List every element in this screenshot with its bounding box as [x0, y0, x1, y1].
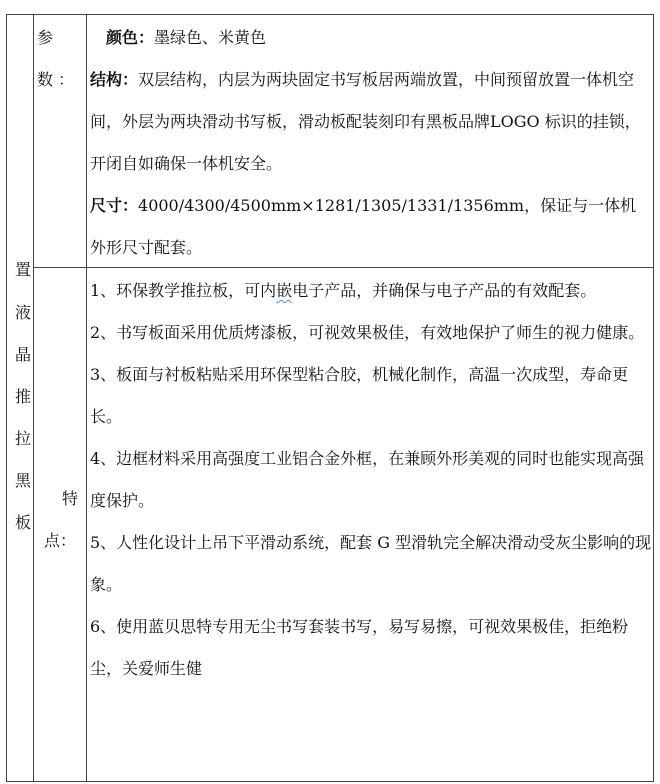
feature-item: 2、书写板面采用优质烤漆板，可视效果极佳，有效地保护了师生的视力健康。	[90, 323, 645, 342]
structure-value: 双层结构，内层为两块固定书写板居两端放置，中间预留放置一体机空间，外层为两块滑动书写板，滑动板配装刻印有黑板品牌LOGO 标识的挂锁，开闭自如确保一体机安全。	[90, 70, 641, 173]
category-char: 液	[14, 303, 31, 322]
spellcheck-mark: 嵌	[276, 281, 293, 300]
structure-label: 结构：	[90, 70, 139, 89]
params-label-line2: 数 ：	[37, 70, 75, 89]
features-content	[90, 270, 652, 690]
params-content	[90, 17, 652, 269]
structure-row	[90, 59, 652, 185]
category-char: 板	[14, 513, 31, 532]
feature-item: 6、使用蓝贝思特专用无尘书写套装书写，易写易擦，可视效果极佳，拒绝粉尘，关爱师生健	[90, 617, 629, 678]
category-char: 置	[14, 260, 31, 279]
category-char: 晶	[14, 345, 31, 364]
category-char: 拉	[14, 429, 31, 448]
size-label: 尺寸：	[90, 196, 139, 215]
border-bottom	[6, 781, 654, 782]
border-top	[6, 14, 654, 15]
color-value: 墨绿色、米黄色	[154, 28, 267, 47]
feature-item: 5、人性化设计上吊下平滑动系统，配套 G 型滑轨完全解决滑动受灰尘影响的现象。	[90, 533, 652, 594]
feature-item: 3、板面与衬板粘贴采用环保型粘合胶，机械化制作，高温一次成型，寿命更长。	[90, 365, 629, 426]
border-left	[6, 14, 7, 782]
color-label: 颜色：	[106, 28, 155, 47]
size-row	[90, 185, 652, 269]
category-char: 推	[14, 387, 31, 406]
feature-item: 4、边框材料采用高强度工业铝合金外框，在兼顾外形美观的同时也能实现高强度保护。	[90, 449, 645, 510]
features-label-line2: 点：	[44, 531, 77, 550]
color-row	[90, 17, 652, 59]
size-value: 4000/4300/4500mm×1281/1305/1331/1356mm，保证与一体机外形尺寸配套。	[90, 196, 637, 257]
features-label-line1: 特	[62, 489, 79, 508]
category-char: 黑	[14, 471, 31, 490]
border-inner-2	[86, 14, 87, 782]
border-right	[653, 14, 654, 782]
feature-item: 1、环保教学推拉板，可内嵌电子产品，并确保与电子产品的有效配套。	[90, 281, 597, 300]
params-label-line1: 参	[37, 28, 54, 47]
